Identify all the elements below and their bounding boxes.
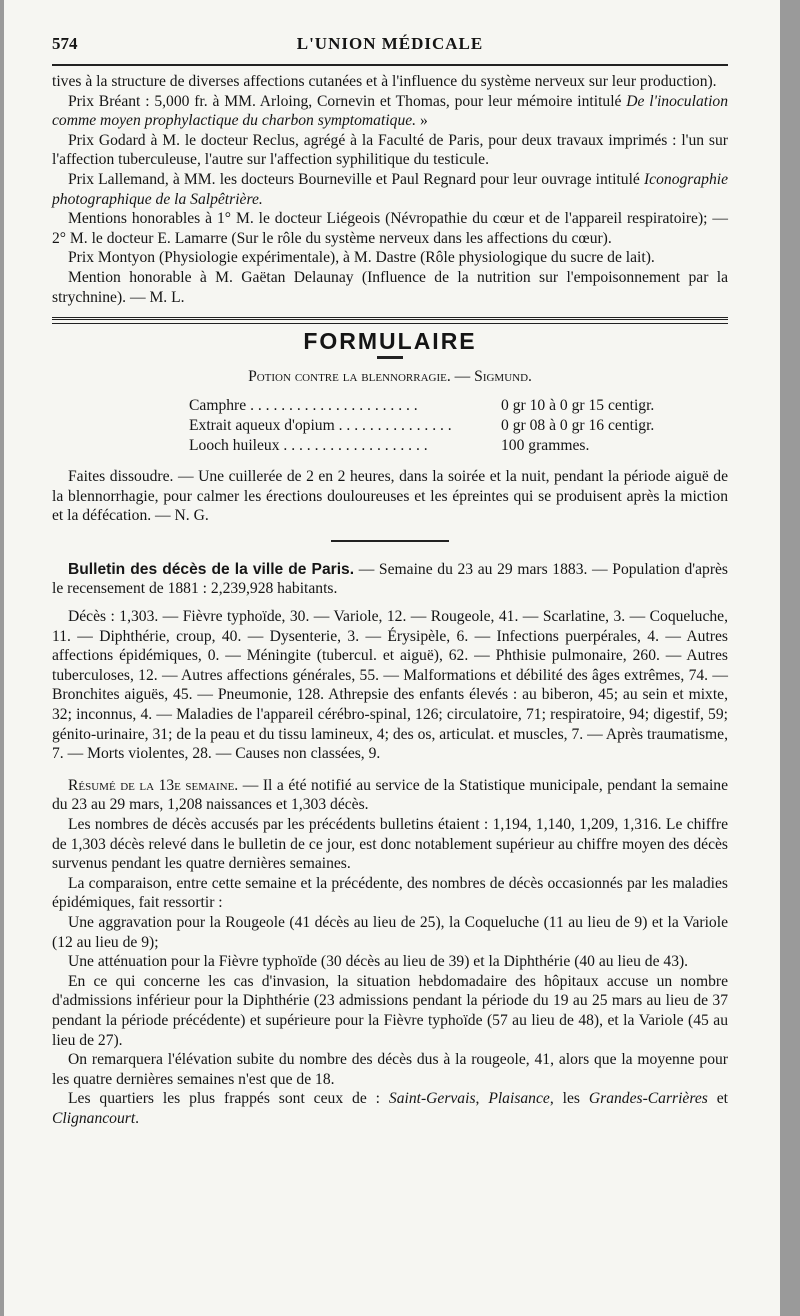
summary-label: Résumé de la 13e semaine. bbox=[68, 776, 239, 794]
prize-paragraph: tives à la structure de diverses affections cutanées et à l'influence du système nerveux sur leur production). bbox=[52, 73, 717, 90]
ingredient-amount: 0 gr 10 à 0 gr 15 centigr. bbox=[501, 397, 655, 415]
formulaire-title: FORMULAIRE bbox=[303, 328, 477, 355]
prize-paragraph: Mentions honorables à 1° M. le docteur Liégeois (Névropathie du cœur et de l'appareil respiratoire); — 2° M. le docteur E. Lamarre (Sur le rôle du système nerveux dans les affections du cœur). bbox=[52, 210, 728, 247]
ingredient-amount: 100 grammes. bbox=[501, 436, 590, 454]
section-divider bbox=[331, 540, 449, 542]
bulletin-intro: Bulletin des décès de la ville de Paris. — Semaine du 23 au 29 mars 1883. — Population d'après le recensement de 1881 : 2,239,928 habitants. bbox=[52, 560, 729, 598]
bulletin-paragraph: On remarquera l'élévation subite du nombre des décès dus à la rougeole, 41, alors que la moyenne pour les quatre dernières semaines n'est que de 18. bbox=[52, 1051, 728, 1088]
ingredient-name: Camphre . . . . . . . . . . . . . . . . . . . . . . bbox=[189, 397, 418, 415]
header-rule bbox=[52, 64, 728, 66]
ingredient-amount: 0 gr 08 à 0 gr 16 centigr. bbox=[501, 416, 655, 434]
journal-page bbox=[4, 0, 780, 1316]
bulletin-paragraph: Les nombres de décès accusés par les précédents bulletins étaient : 1,194, 1,140, 1,209, 1,316. Le chiffre de 1,303 décès relevé dans le bulletin de ce jour, est donc notablement supérieur au chiffre moyen des décès survenus pendant les quatre dernières semaines. bbox=[52, 816, 728, 873]
ingredient-name: Extrait aqueux d'opium . . . . . . . . . . . . . . . bbox=[189, 416, 452, 434]
bulletin-paragraph: En ce qui concerne les cas d'invasion, la situation hebdomadaire des hôpitaux accuse un nombre d'admissions inférieur pour la Diphthérie (23 admissions pendant la période du 19 au 25 mars au lieu de 37 pendant la période précédente) et supérieure pour la Fièvre typhoïde (57 au lieu de 48), et la Variole (45 au lieu de 27). bbox=[52, 972, 728, 1049]
weekly-summary: Résumé de la 13e semaine. — Il a été notifié au service de la Statistique municipale, pendant la semaine du 23 au 29 mars, 1,208 naissances et 1,303 décès. bbox=[52, 776, 728, 814]
page-number: 574 bbox=[52, 34, 78, 53]
prize-paragraph: Prix Montyon (Physiologie expérimentale), à M. Dastre (Rôle physiologique du sucre de lait). bbox=[68, 249, 655, 267]
section-double-rule bbox=[52, 317, 728, 324]
ingredient-row bbox=[189, 436, 654, 456]
page-header bbox=[52, 30, 728, 60]
prize-list bbox=[52, 72, 728, 307]
prize-paragraph: Prix Lallemand, à MM. les docteurs Bourneville et Paul Regnard pour leur ouvrage intitulé Iconographie photographique de la Salpêtrière. bbox=[52, 170, 728, 208]
formula-subtitle: Potion contre la blennorragie. — Sigmund. bbox=[248, 367, 532, 385]
quartiers-paragraph: Les quartiers les plus frappés sont ceux de : Saint-Gervais, Plaisance, les Grandes-Carrières et Clignancourt. bbox=[52, 1090, 728, 1127]
bulletin-paragraph: Une atténuation pour la Fièvre typhoïde (30 décès au lieu de 39) et la Diphthérie (40 au lieu de 43). bbox=[68, 953, 689, 971]
formula-instructions: Faites dissoudre. — Une cuillerée de 2 en 2 heures, dans la soirée et la nuit, pendant la période aiguë de la blennorrhagie, pour calmer les érections douloureuses et les épreintes qui se produisent après la miction et la défécation. — N. G. bbox=[52, 468, 728, 525]
ingredient-row bbox=[189, 416, 654, 436]
bulletin-paragraph: Une aggravation pour la Rougeole (41 décès au lieu de 25), la Coqueluche (11 au lieu de 9) et la Variole (12 au lieu de 9); bbox=[52, 913, 728, 951]
bulletin-paragraph: La comparaison, entre cette semaine et la précédente, des nombres de décès occasionnés par les maladies épidémiques, fait ressortir : bbox=[52, 874, 728, 912]
prize-paragraph: Prix Godard à M. le docteur Reclus, agrégé à la Faculté de Paris, pour deux travaux imprimés : l'un sur l'affection tuberculeuse, l'autre sur l'affection syphilitique du testicule. bbox=[52, 131, 728, 169]
ingredient-row bbox=[189, 396, 654, 416]
prize-paragraph: Prix Bréant : 5,000 fr. à MM. Arloing, Cornevin et Thomas, pour leur mémoire intitulé De l'inoculation comme moyen prophylactique du charbon symptomatique. » bbox=[52, 92, 728, 130]
title-underline bbox=[377, 356, 403, 359]
ingredient-name: Looch huileux . . . . . . . . . . . . . . . . . . . bbox=[189, 436, 428, 454]
bulletin-title: Bulletin des décès de la ville de Paris. bbox=[68, 560, 355, 578]
prize-paragraph: Mention honorable à M. Gaëtan Delaunay (Influence de la nutrition sur l'empoisonnement par la strychnine). — M. L. bbox=[52, 268, 728, 306]
deaths-list: Décès : 1,303. — Fièvre typhoïde, 30. — Variole, 12. — Rougeole, 41. — Scarlatine, 3. — Coqueluche, 11. — Diphthérie, croup, 40. — Dysenterie, 3. — Érysipèle, 6. — Infections puerpérales, 4. — Autres affections épidémiques, 0. — Méningite (tubercul. et aiguë), 62. — Phthisie pulmonaire, 260. — Autres tuberculoses, 12. — Autres affections générales, 55. — Malformations et débilité des âges extrêmes, 74. — Bronchites aiguës, 45. — Pneumonie, 128. Athrepsie des enfants élevés : au biberon, 45; au sein et mixte, 32; inconnus, 4. — Maladies de l'appareil cérébro-spinal, 126; circulatoire, 71; respiratoire, 94; digestif, 59; génito-urinaire, 31; de la peau et du tissu lamineux, 4; des os, articulat. et muscles, 7. — Après traumatisme, 7. — Morts violentes, 28. — Causes non classées, 9. bbox=[52, 608, 728, 763]
ingredient-table bbox=[189, 396, 654, 455]
journal-title: L'UNION MÉDICALE bbox=[296, 34, 484, 53]
formulaire-section bbox=[52, 328, 728, 526]
bulletin-section bbox=[52, 560, 728, 1129]
